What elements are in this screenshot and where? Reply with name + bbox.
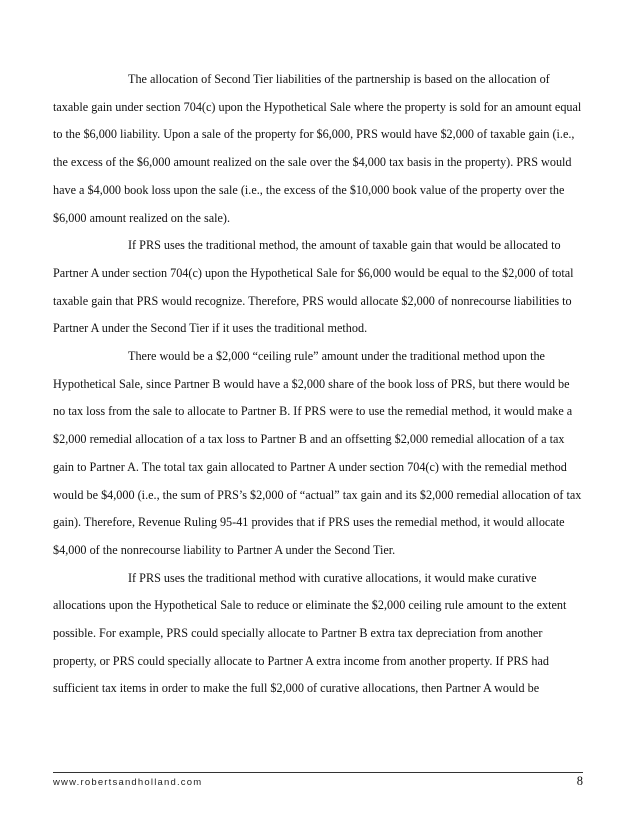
footer-divider (53, 772, 583, 773)
footer-url: www.robertsandholland.com (53, 777, 203, 788)
document-body (53, 66, 583, 703)
paragraph-3: There would be a $2,000 “ceiling rule” amount under the traditional method upon the Hypothetical Sale, since Partner B would have a $2,000 share of the book loss of PRS, but there would be no tax loss from the sale to allocate to Partner B. If PRS were to use the remedial method, it would make a $2,000 remedial allocation of a tax loss to Partner B and an offsetting $2,000 remedial allocation of a tax gain to Partner A. The total tax gain allocated to Partner A under section 704(c) with the remedial method would be $4,000 (i.e., the sum of PRS’s $2,000 of “actual” tax gain and its $2,000 remedial allocation of tax gain). Therefore, Revenue Ruling 95-41 provides that if PRS uses the remedial method, it would allocate $4,000 of the nonrecourse liability to Partner A under the Second Tier. (53, 349, 582, 557)
page-number: 8 (576, 774, 583, 788)
paragraph-2: If PRS uses the traditional method, the amount of taxable gain that would be allocated to Partner A under section 704(c) upon the Hypothetical Sale for $6,000 would be equal to the $2,000 of total taxable gain that PRS would recognize. Therefore, PRS would allocate $2,000 of nonrecourse liabilities to Partner A under the Second Tier if it uses the traditional method. (53, 238, 574, 336)
paragraph-1: The allocation of Second Tier liabilities of the partnership is based on the allocation of taxable gain under section 704(c) upon the Hypothetical Sale where the property is sold for an amount equal to the $6,000 liability. Upon a sale of the property for $6,000, PRS would have $2,000 of taxable gain (i.e., the excess of the $6,000 amount realized on the sale over the $4,000 tax basis in the property). PRS would have a $4,000 book loss upon the sale (i.e., the excess of the $10,000 book value of the property over the $6,000 amount realized on the sale). (53, 72, 582, 225)
paragraph-4: If PRS uses the traditional method with curative allocations, it would make curative allocations upon the Hypothetical Sale to reduce or eliminate the $2,000 ceiling rule amount to the extent possible. For example, PRS could specially allocate to Partner B extra tax depreciation from another property, or PRS could specially allocate to Partner A extra income from another property. If PRS had sufficient tax items in order to make the full $2,000 of curative allocations, then Partner A would be (53, 570, 567, 696)
